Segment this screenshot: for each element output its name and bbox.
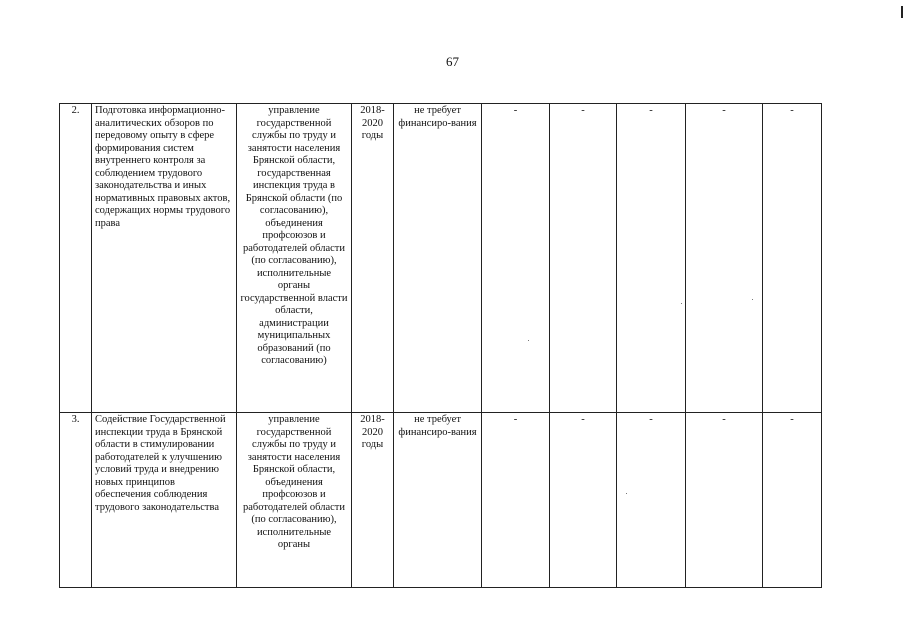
financing-cell: не требует финансиро-вания xyxy=(394,413,482,588)
scan-speck xyxy=(626,493,627,494)
value-cell: - xyxy=(763,104,822,413)
activity-title: Подготовка информационно-аналитических обзоров по передовому опыту в сфере формирования систем внутреннего контроля за соблюдением трудового законодательства и иных нормативных правовых актов, содержащих нормы трудового права xyxy=(92,104,237,413)
activity-table xyxy=(59,103,822,588)
scan-speck xyxy=(681,303,682,304)
financing-cell: не требует финансиро-вания xyxy=(394,104,482,413)
page-number: 67 xyxy=(446,54,459,69)
value-cell: - xyxy=(550,413,617,588)
value-cell: - xyxy=(617,104,686,413)
row-number: 2. xyxy=(60,104,92,413)
scan-speck xyxy=(528,340,529,341)
activity-title: Содействие Государственной инспекции труда в Брянской области в стимулировании работодателей к улучшению условий труда и внедрению новых принципов обеспечения соблюдения трудового законодательства xyxy=(92,413,237,588)
value-cell: - xyxy=(617,413,686,588)
value-cell: - xyxy=(763,413,822,588)
value-cell: - xyxy=(482,104,550,413)
table-row xyxy=(60,104,822,413)
executors-cell: управление государственной службы по труду и занятости населения Брянской области, объединения профсоюзов и работодателей области (по согласованию), исполнительные органы xyxy=(237,413,352,588)
scan-edge-mark xyxy=(901,6,903,18)
value-cell: - xyxy=(482,413,550,588)
table-row xyxy=(60,413,822,588)
value-cell: - xyxy=(686,413,763,588)
period-cell: 2018-2020 годы xyxy=(352,413,394,588)
executors-cell: управление государственной службы по труду и занятости населения Брянской области, государственная инспекция труда в Брянской области (по согласованию), объединения профсоюзов и работодателей области (по согласованию), исполнительные органы государственной власти области, администрации муниципальных образований (по согласованию) xyxy=(237,104,352,413)
value-cell: - xyxy=(550,104,617,413)
period-cell: 2018-2020 годы xyxy=(352,104,394,413)
value-cell: - xyxy=(686,104,763,413)
row-number: 3. xyxy=(60,413,92,588)
scan-speck xyxy=(752,299,753,300)
